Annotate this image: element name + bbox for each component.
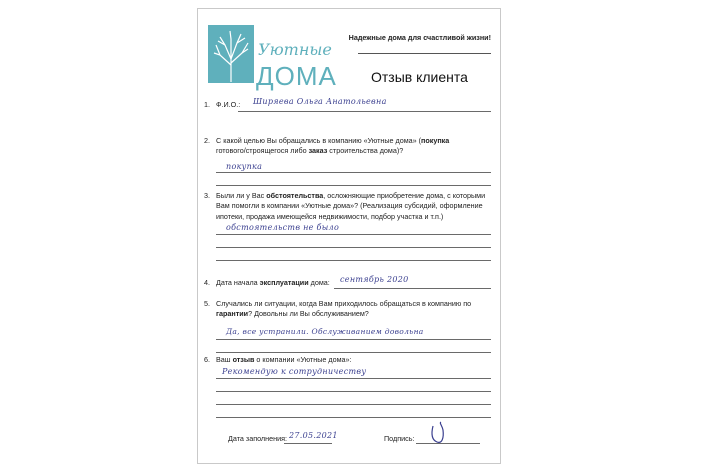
answer-4-line bbox=[334, 288, 491, 289]
question-4-bold-a: эксплуатации bbox=[259, 278, 309, 287]
question-4-text-a: Дата начала bbox=[216, 278, 260, 287]
question-3 bbox=[204, 191, 491, 222]
question-2-text-b: готового/строящегося либо bbox=[216, 146, 309, 156]
question-6-bold-a: отзыв bbox=[232, 355, 255, 364]
date-label: Дата заполнения: bbox=[228, 434, 287, 443]
question-5-text-a: Случались ли ситуации, когда Вам приходилось обращаться в компанию по bbox=[216, 299, 472, 308]
question-6 bbox=[204, 355, 491, 365]
answer-6-line-2 bbox=[216, 391, 491, 392]
tagline-underline bbox=[358, 53, 491, 54]
question-6-text-a: Ваш bbox=[216, 355, 233, 364]
answer-2-line-1 bbox=[216, 172, 491, 173]
question-2-text-a: С какой целью Вы обращались в компанию «Уютные дома» ( bbox=[216, 136, 422, 145]
signature-image bbox=[429, 420, 449, 452]
question-1-number: 1. bbox=[204, 100, 210, 109]
date-line bbox=[284, 443, 332, 444]
answer-2: покупка bbox=[226, 162, 263, 171]
answer-3: обстоятельств не было bbox=[226, 223, 340, 232]
answer-6-line-3 bbox=[216, 404, 491, 405]
tagline: Надежные дома для счастливой жизни! bbox=[348, 33, 491, 42]
answer-3-line-3 bbox=[216, 260, 491, 261]
feedback-form-sheet bbox=[197, 8, 501, 464]
answer-6: Рекомендую к сотрудничеству bbox=[222, 367, 367, 376]
answer-6-line-1 bbox=[216, 378, 491, 379]
answer-1: Ширяева Ольга Анатольевна bbox=[253, 97, 387, 106]
question-5-number: 5. bbox=[204, 299, 210, 308]
question-4-number: 4. bbox=[204, 278, 210, 287]
question-2 bbox=[204, 136, 491, 157]
answer-5-line-2 bbox=[216, 352, 491, 353]
question-2-bold-a: покупка bbox=[421, 136, 450, 145]
answer-3-line-1 bbox=[216, 234, 491, 235]
question-4-text-b: дома: bbox=[308, 278, 330, 287]
question-2-text-c: строительства дома)? bbox=[327, 146, 404, 156]
logo-word-2: ДОМА bbox=[256, 61, 337, 91]
answer-6-line-4 bbox=[216, 417, 491, 418]
question-3-text-b: , осложняющие приобретение дома, с которыми Вам помогли в компании «Уютные дома»? (Реализация субсидий, оформление ипотеки, продажа имеющейся недвижимости, подбор участка и т.п.) bbox=[216, 191, 486, 221]
answer-5: Да, все устранили. Обслуживанием довольна bbox=[226, 327, 424, 336]
question-2-number: 2. bbox=[204, 136, 210, 145]
date-value: 27.05.2021 bbox=[289, 431, 338, 440]
question-3-bold-a: обстоятельства bbox=[266, 191, 324, 200]
question-1-label: Ф.И.О.: bbox=[216, 100, 241, 109]
question-6-text-b: о компании «Уютные дома»: bbox=[254, 355, 352, 364]
question-3-number: 3. bbox=[204, 191, 210, 200]
answer-3-line-2 bbox=[216, 247, 491, 248]
question-5-text-b: ? Довольны ли Вы обслуживанием? bbox=[248, 309, 369, 319]
signature-label: Подпись: bbox=[384, 434, 415, 443]
company-logo bbox=[208, 25, 343, 95]
question-6-number: 6. bbox=[204, 355, 210, 364]
form-title: Отзыв клиента bbox=[371, 69, 468, 85]
signature-line bbox=[416, 443, 480, 444]
question-5-bold-a: гарантии bbox=[216, 309, 249, 319]
question-3-text-a: Были ли у Вас bbox=[216, 191, 267, 200]
answer-2-line-2 bbox=[216, 185, 491, 186]
answer-5-line-1 bbox=[216, 339, 491, 340]
logo-word-1: Уютные bbox=[258, 40, 332, 59]
question-2-bold-b: заказ bbox=[308, 146, 328, 156]
answer-1-line bbox=[238, 111, 491, 112]
answer-4: сентябрь 2020 bbox=[340, 275, 409, 284]
question-5 bbox=[204, 299, 491, 320]
